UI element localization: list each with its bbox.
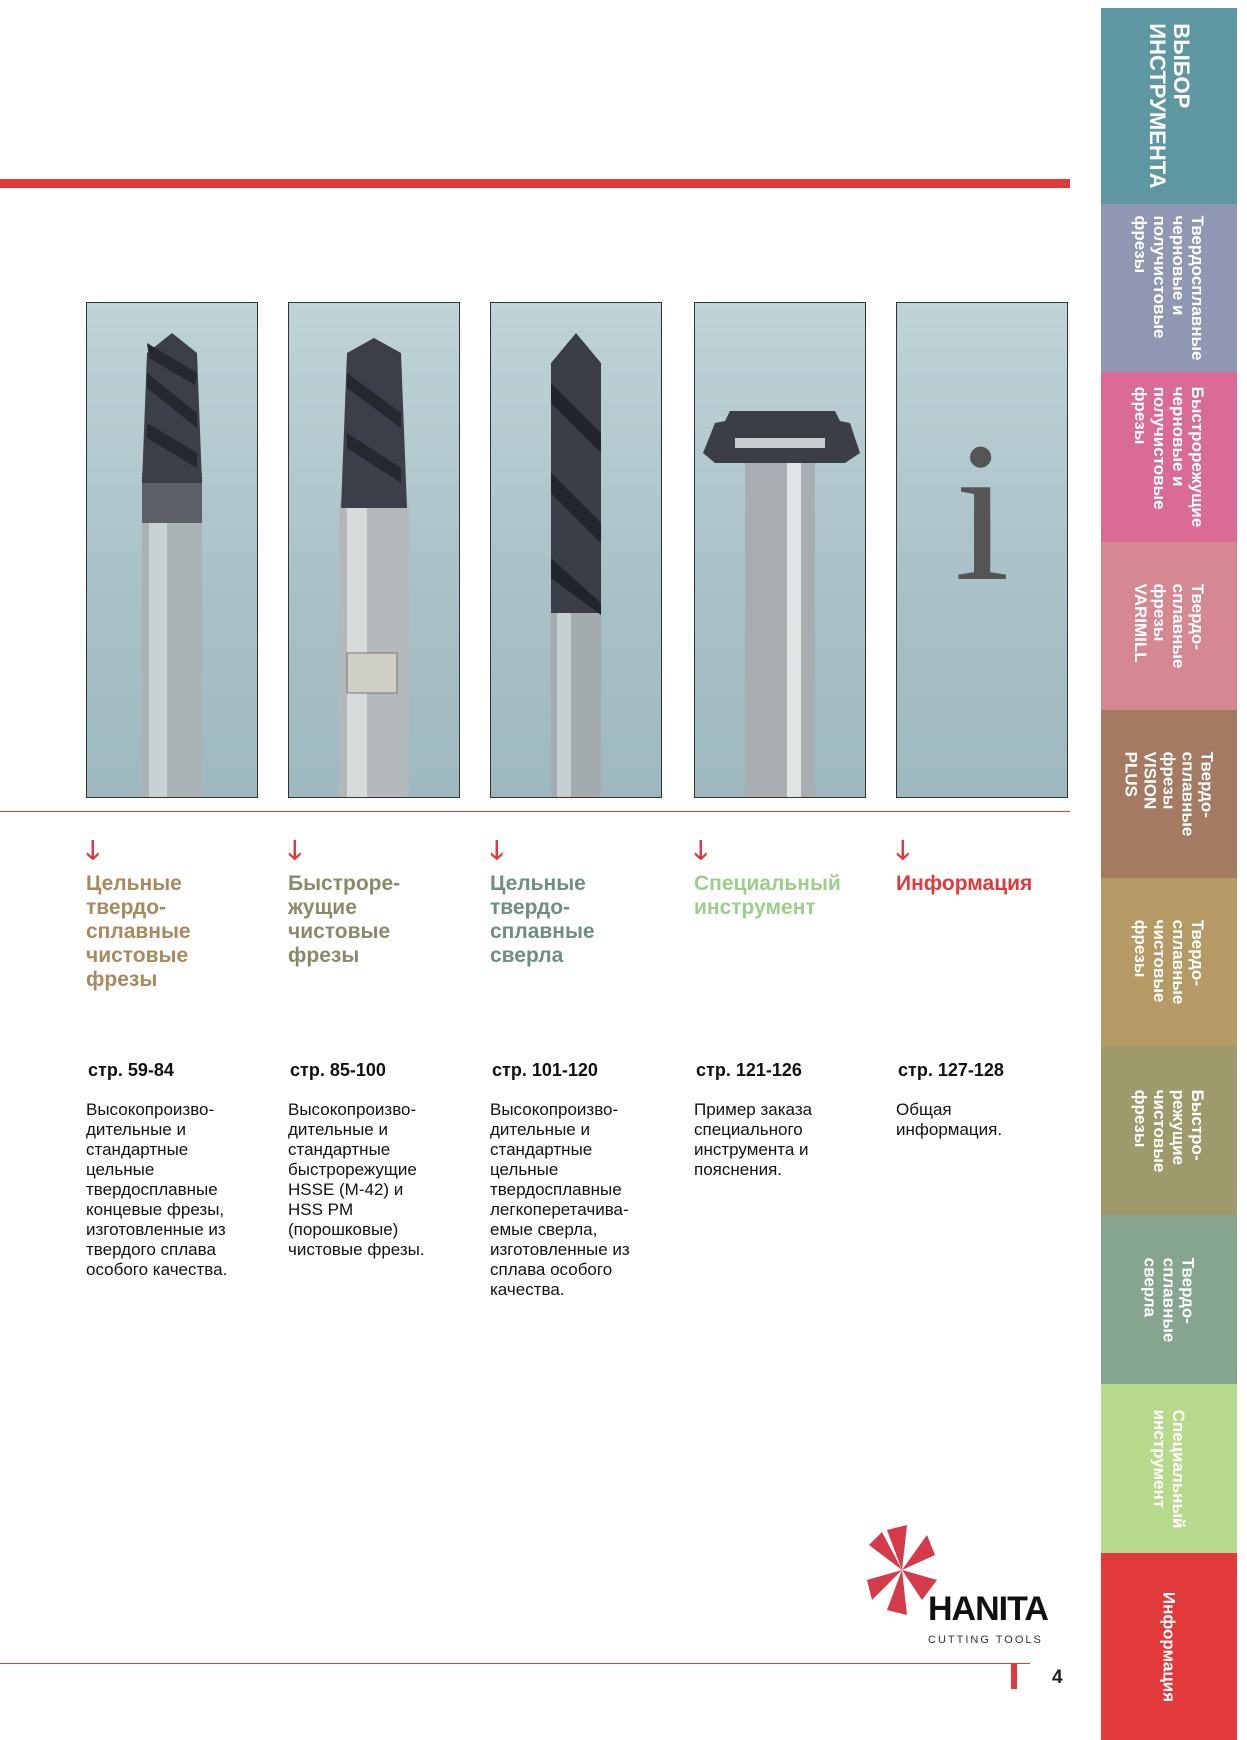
hanita-logo [862,1520,1062,1650]
mid-rule [0,811,1070,812]
sidebar-tab-label: Твердо- сплавные чистовые фрезы [1131,919,1207,1005]
category-title[interactable]: Цельные твердо- сплавные сверла [490,872,595,967]
sidebar-tab-label: Специальный инструмент [1150,1409,1188,1528]
sidebar-tab[interactable] [1101,1384,1237,1553]
info-icon: i [954,402,1010,623]
arrow-down-icon: 🡓 [896,835,910,865]
sidebar-tab[interactable] [1101,8,1237,204]
category-column [896,835,1086,1139]
arrow-down-icon: 🡓 [288,835,302,865]
sidebar-tab[interactable] [1101,1553,1237,1740]
category-description: Пример заказа специального инструмента и пояснения. [694,1100,813,1179]
sidebar-tab[interactable] [1101,1215,1237,1384]
category-column [288,835,478,1259]
page-range: стр. 127-128 [898,1060,1004,1080]
page-number: 4 [1052,1667,1063,1688]
page-marker [1011,1663,1017,1689]
category-description: Высокопроизво- дительные и стандартные цельные твердосплавные концевые фрезы, изготовленные из твердого сплава особого качества. [86,1100,228,1279]
category-column [86,835,276,1279]
category-title[interactable]: Специальный инструмент [694,872,841,919]
sidebar-tab-label: Быстро- режущие чистовые фрезы [1131,1089,1207,1172]
top-rule [0,179,1070,188]
category-title[interactable]: Быстроре- жущие чистовые фрезы [288,872,401,967]
bottom-rule [0,1663,1030,1664]
sidebar-tab[interactable] [1101,710,1237,878]
sidebar-tab-label: Информация [1159,1591,1179,1702]
logo-name: HANITA [928,1590,1048,1628]
arrow-down-icon: 🡓 [490,835,504,865]
category-title[interactable]: Информация [896,872,1033,895]
category-description: Высокопроизво- дительные и стандартные быстрорежущие HSSE (M-42) и HSS PM (порошковые) чистовые фрезы. [288,1100,425,1259]
hss-end-mill-photo [288,302,460,798]
special-cutter-photo [694,302,866,798]
sidebar-tab[interactable] [1101,878,1237,1046]
page-range: стр. 121-126 [696,1060,802,1080]
page-range: стр. 101-120 [492,1060,598,1080]
sidebar-tab-label: Твердо- сплавные фрезы VARIMILL [1131,583,1207,669]
sidebar-tab[interactable] [1101,204,1237,372]
sidebar-tab-label: ВЫБОР ИНСТРУМЕНТА [1145,23,1194,189]
category-column [490,835,680,1299]
drill-photo [490,302,662,798]
sidebar-tab[interactable] [1101,542,1237,710]
page-range: стр. 59-84 [88,1060,174,1080]
category-description: Высокопроизво- дительные и стандартные цельные твердосплавные легкоперетачива- емые сверла, изготовленные из сплава особого качества. [490,1100,630,1299]
hanita-logo-mark [867,1520,937,1620]
info-photo [896,302,1068,798]
arrow-down-icon: 🡓 [694,835,708,865]
category-column [694,835,884,1179]
category-title[interactable]: Цельные твердо- сплавные чистовые фрезы [86,872,191,991]
sidebar-tab-label: Твердо- сплавные фрезы VISION PLUS [1121,751,1217,837]
category-description: Общая информация. [896,1100,1003,1139]
sidebar-tab[interactable] [1101,372,1237,542]
arrow-down-icon: 🡓 [86,835,100,865]
page-range: стр. 85-100 [290,1060,386,1080]
end-mill-photo [86,302,258,798]
sidebar-tab[interactable] [1101,1046,1237,1215]
sidebar-tab-label: Твердо- сплавные сверла [1140,1257,1198,1342]
logo-subtitle: CUTTING TOOLS [928,1634,1043,1646]
sidebar-tab-label: Быстрорежущие черновые и получистовые фрезы [1131,386,1207,528]
sidebar-tab-label: Твердосплавные черновые и получистовые фрезы [1131,215,1207,361]
